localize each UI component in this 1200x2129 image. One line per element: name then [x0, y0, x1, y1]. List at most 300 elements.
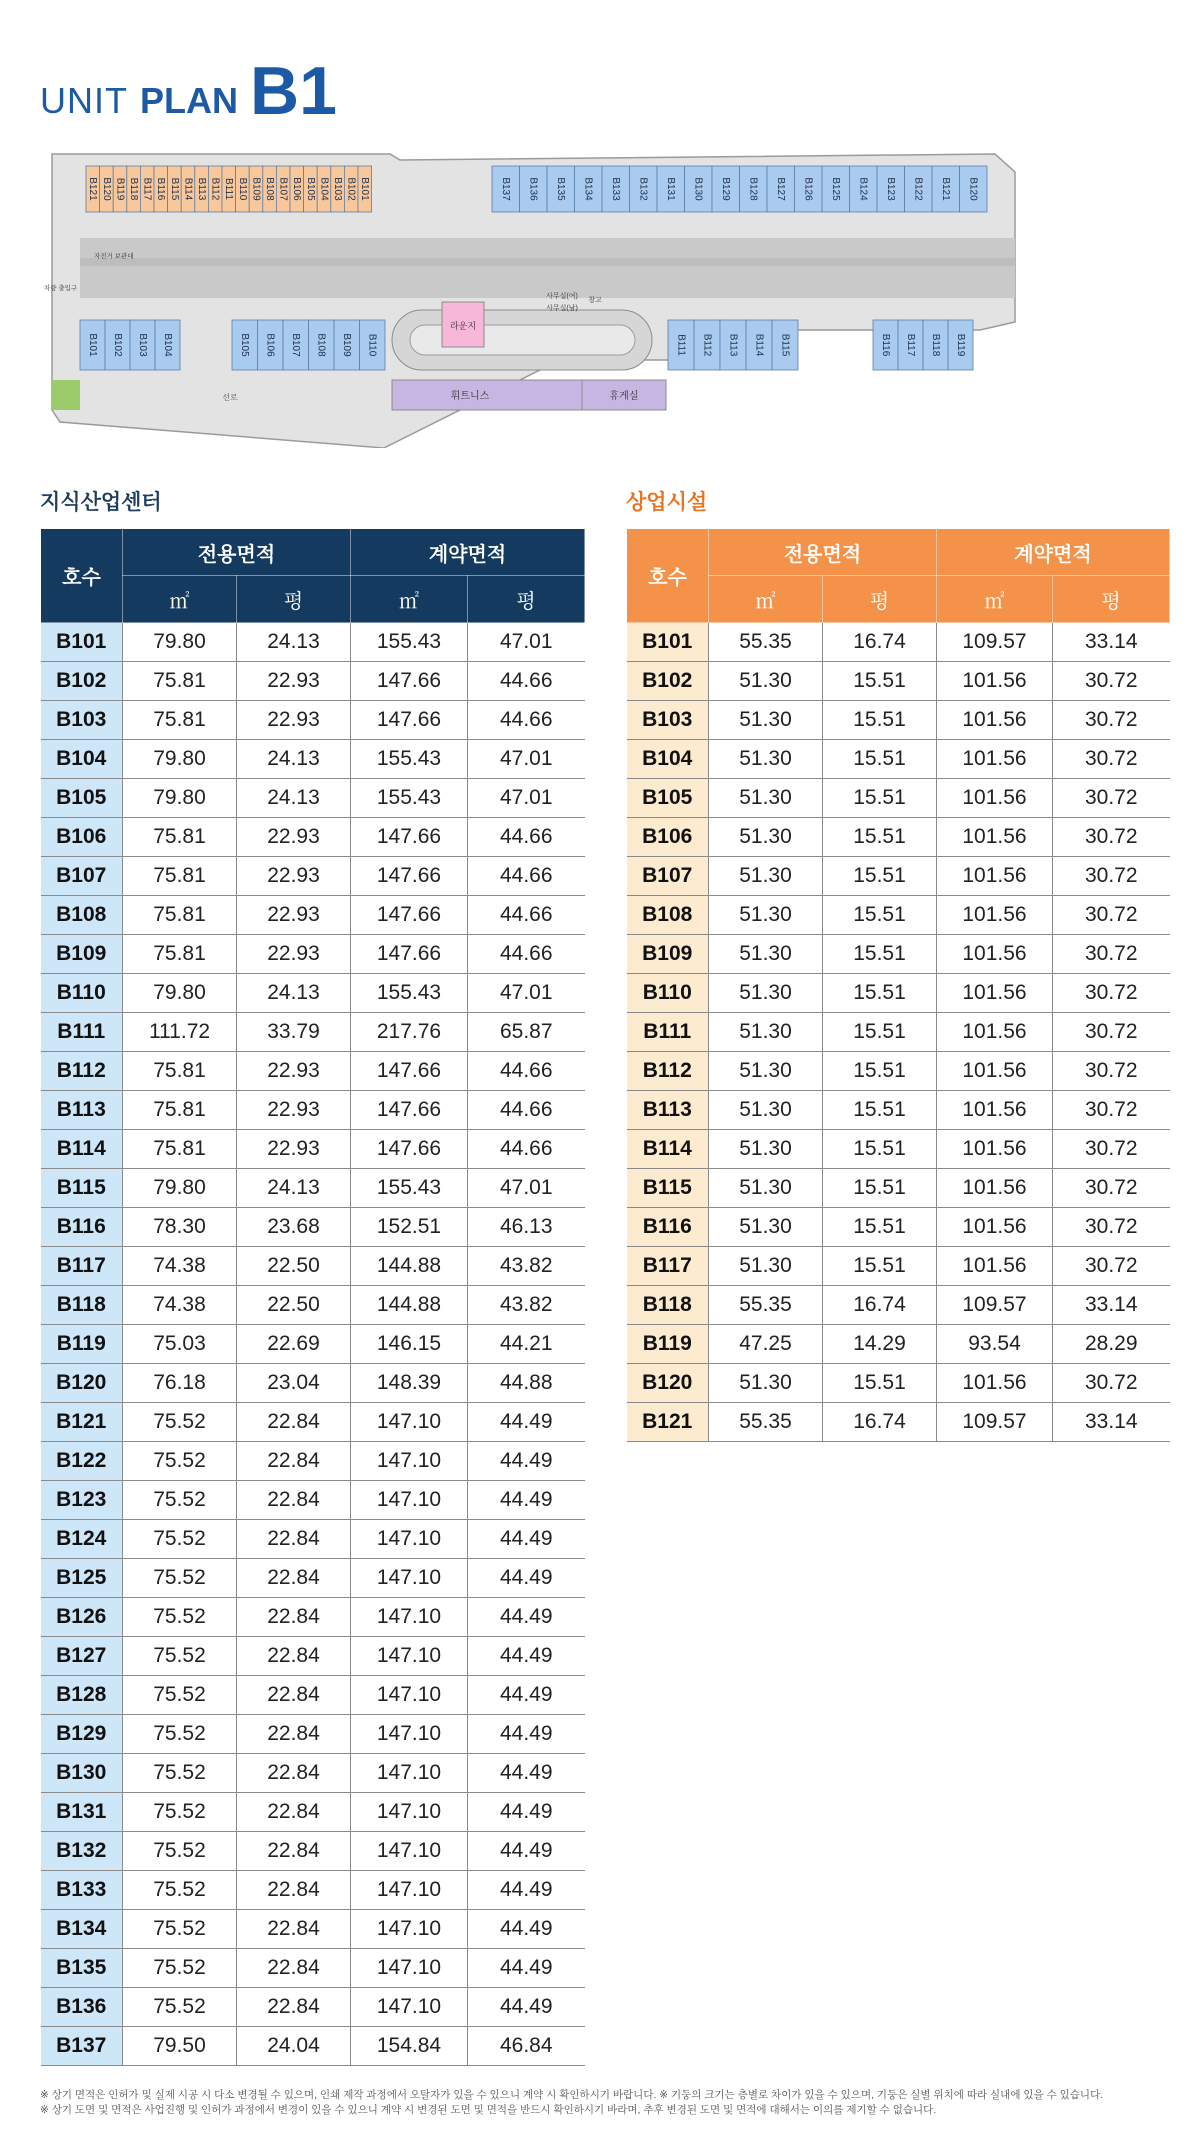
table-row	[627, 662, 1170, 701]
header-unit: 호수	[41, 529, 123, 623]
table-row	[41, 623, 585, 662]
table-row	[41, 1988, 585, 2027]
commercial-area-table	[626, 528, 1170, 1442]
area-value: 44.49	[468, 1988, 585, 2027]
area-value: 30.72	[1053, 857, 1170, 896]
area-value: 147.10	[351, 1988, 468, 2027]
plan-unit-label: B101	[359, 177, 371, 201]
right-section-title: 상업시설	[626, 491, 708, 514]
area-value: 44.49	[468, 1598, 585, 1637]
table-row	[41, 1247, 585, 1286]
unit-code: B112	[41, 1052, 123, 1091]
area-value: 44.49	[468, 1949, 585, 1988]
table-row	[41, 818, 585, 857]
area-value: 15.51	[823, 740, 937, 779]
area-value: 65.87	[468, 1013, 585, 1052]
plan-unit-label: B117	[904, 333, 916, 357]
unit-code: B114	[627, 1130, 709, 1169]
area-value: 75.52	[123, 1403, 237, 1442]
area-value: 79.80	[123, 740, 237, 779]
plan-unit-label: B118	[127, 177, 139, 201]
area-value: 51.30	[709, 1364, 823, 1403]
area-value: 147.66	[351, 896, 468, 935]
area-value: 15.51	[823, 974, 937, 1013]
table-row	[627, 1013, 1170, 1052]
area-value: 148.39	[351, 1364, 468, 1403]
plan-unit-label: B132	[637, 177, 649, 201]
title-plan: PLAN	[140, 80, 238, 121]
area-value: 22.84	[237, 1949, 351, 1988]
table-row	[41, 1715, 585, 1754]
area-value: 44.88	[468, 1364, 585, 1403]
unit-code: B103	[627, 701, 709, 740]
plan-unit-label: B113	[727, 333, 739, 357]
plan-unit-label: B127	[775, 177, 787, 201]
unit-code: B129	[41, 1715, 123, 1754]
area-value: 75.52	[123, 1715, 237, 1754]
unit-code: B118	[41, 1286, 123, 1325]
table-row	[627, 779, 1170, 818]
footnote: ※ 상기 면적은 인허가 및 실제 시공 시 다소 변경될 수 있으며, 인쇄 제작 과정에서 오탈자가 있을 수 있으니 계약 시 확인하시기 바랍니다. ※ 기둥의 크기는 층별로 차이가 있을 수 있으며, 기둥은 실별 위치에 따라 실내에 있을 수 있습니다.	[40, 2089, 1104, 2101]
area-value: 76.18	[123, 1364, 237, 1403]
unit-code: B114	[41, 1130, 123, 1169]
area-value: 44.66	[468, 662, 585, 701]
area-value: 30.72	[1053, 1169, 1170, 1208]
plan-unit-label: B123	[885, 177, 897, 201]
footnote: ※ 상기 도면 및 면적은 사업진행 및 인허가 과정에서 변경이 있을 수 있으니 계약 시 변경된 도면 및 면적을 반드시 확인하시기 바라며, 추후 변경된 도면 및 면적에 대해서는 이의를 제기할 수 없습니다.	[40, 2104, 937, 2116]
table-row	[41, 1208, 585, 1247]
area-value: 22.50	[237, 1286, 351, 1325]
plan-unit-label: B119	[114, 177, 126, 201]
unit-code: B106	[41, 818, 123, 857]
plan-unit-label: B121	[87, 177, 99, 201]
unit-code: B121	[627, 1403, 709, 1442]
plan-unit-label: B115	[168, 177, 180, 201]
plan-unit-label: B107	[290, 333, 302, 357]
area-value: 147.10	[351, 1715, 468, 1754]
unit-code: B137	[41, 2027, 123, 2066]
plan-unit-label: B129	[720, 177, 732, 201]
area-value: 44.66	[468, 1130, 585, 1169]
area-value: 15.51	[823, 701, 937, 740]
unit-code: B115	[627, 1169, 709, 1208]
area-value: 152.51	[351, 1208, 468, 1247]
area-value: 147.10	[351, 1832, 468, 1871]
table-row	[41, 1130, 585, 1169]
table-row	[627, 1130, 1170, 1169]
unit-code: B127	[41, 1637, 123, 1676]
area-value: 22.84	[237, 1442, 351, 1481]
area-value: 44.49	[468, 1676, 585, 1715]
area-value: 22.84	[237, 1793, 351, 1832]
unit-code: B130	[41, 1754, 123, 1793]
area-value: 75.81	[123, 1091, 237, 1130]
plan-unit-label: B111	[675, 334, 687, 356]
area-value: 101.56	[937, 857, 1053, 896]
plan-unit-label: B134	[582, 177, 594, 201]
area-value: 15.51	[823, 1169, 937, 1208]
area-value: 44.49	[468, 1637, 585, 1676]
area-value: 101.56	[937, 1052, 1053, 1091]
area-value: 101.56	[937, 1247, 1053, 1286]
area-value: 33.14	[1053, 1286, 1170, 1325]
unit-code: B101	[627, 623, 709, 662]
plan-unit-label: B124	[857, 177, 869, 201]
area-value: 30.72	[1053, 701, 1170, 740]
area-value: 51.30	[709, 818, 823, 857]
table-row	[627, 1169, 1170, 1208]
area-value: 47.01	[468, 974, 585, 1013]
area-value: 44.66	[468, 1052, 585, 1091]
plan-unit-label: B109	[341, 333, 353, 357]
plan-unit-label: B102	[111, 333, 123, 357]
area-value: 75.52	[123, 1676, 237, 1715]
unit-code: B132	[41, 1832, 123, 1871]
table-row	[627, 1208, 1170, 1247]
plan-unit-label: B121	[940, 177, 952, 201]
area-value: 44.49	[468, 1715, 585, 1754]
area-value: 22.93	[237, 662, 351, 701]
area-value: 75.81	[123, 818, 237, 857]
area-value: 147.10	[351, 1637, 468, 1676]
area-value: 44.49	[468, 1559, 585, 1598]
plan-unit-label: B114	[182, 177, 194, 201]
header-pyeong: 평	[1053, 576, 1170, 623]
title-floor: B1	[250, 53, 337, 129]
area-value: 55.35	[709, 623, 823, 662]
area-value: 22.93	[237, 701, 351, 740]
area-value: 155.43	[351, 1169, 468, 1208]
area-value: 15.51	[823, 1091, 937, 1130]
area-value: 46.13	[468, 1208, 585, 1247]
driveway	[80, 238, 1015, 298]
unit-code: B104	[41, 740, 123, 779]
area-value: 43.82	[468, 1286, 585, 1325]
area-value: 22.84	[237, 1910, 351, 1949]
area-value: 30.72	[1053, 1013, 1170, 1052]
area-value: 30.72	[1053, 818, 1170, 857]
area-value: 44.66	[468, 701, 585, 740]
area-value: 144.88	[351, 1286, 468, 1325]
svg-text:사무실(여): 사무실(여)	[546, 293, 578, 300]
header-pyeong: 평	[823, 576, 937, 623]
area-value: 75.81	[123, 662, 237, 701]
table-row	[627, 1052, 1170, 1091]
area-value: 147.10	[351, 1403, 468, 1442]
area-value: 78.30	[123, 1208, 237, 1247]
area-value: 51.30	[709, 857, 823, 896]
area-value: 147.66	[351, 857, 468, 896]
unit-code: B107	[627, 857, 709, 896]
area-value: 22.93	[237, 1091, 351, 1130]
area-value: 44.66	[468, 896, 585, 935]
office-area-table	[40, 528, 585, 2066]
area-value: 22.84	[237, 1676, 351, 1715]
area-value: 22.84	[237, 1598, 351, 1637]
area-value: 15.51	[823, 818, 937, 857]
plan-unit-label: B137	[500, 177, 512, 201]
table-row	[41, 1520, 585, 1559]
area-value: 101.56	[937, 779, 1053, 818]
plan-unit-label: B115	[779, 333, 791, 357]
unit-code: B111	[627, 1013, 709, 1052]
area-value: 75.81	[123, 896, 237, 935]
area-value: 51.30	[709, 701, 823, 740]
area-value: 147.10	[351, 1676, 468, 1715]
area-value: 15.51	[823, 662, 937, 701]
area-value: 155.43	[351, 779, 468, 818]
table-row	[627, 623, 1170, 662]
plan-unit-label: B122	[912, 177, 924, 201]
plan-unit-label: B114	[753, 333, 765, 357]
area-value: 16.74	[823, 1286, 937, 1325]
area-value: 75.81	[123, 1130, 237, 1169]
area-value: 55.35	[709, 1403, 823, 1442]
area-value: 51.30	[709, 1130, 823, 1169]
table-row	[41, 1169, 585, 1208]
area-value: 15.51	[823, 1364, 937, 1403]
area-value: 147.10	[351, 1793, 468, 1832]
area-value: 30.72	[1053, 935, 1170, 974]
unit-code: B135	[41, 1949, 123, 1988]
area-value: 147.66	[351, 1130, 468, 1169]
area-value: 46.84	[468, 2027, 585, 2066]
table-row	[627, 857, 1170, 896]
unit-code: B104	[627, 740, 709, 779]
unit-code: B121	[41, 1403, 123, 1442]
area-value: 75.52	[123, 1520, 237, 1559]
area-value: 147.10	[351, 1481, 468, 1520]
plan-unit-label: B103	[136, 333, 148, 357]
area-value: 22.93	[237, 818, 351, 857]
area-value: 15.51	[823, 1208, 937, 1247]
area-value: 75.52	[123, 1871, 237, 1910]
area-value: 147.10	[351, 1871, 468, 1910]
area-value: 147.10	[351, 1949, 468, 1988]
table-row	[41, 1559, 585, 1598]
area-value: 44.49	[468, 1442, 585, 1481]
table-row	[627, 1286, 1170, 1325]
area-value: 22.84	[237, 1832, 351, 1871]
plan-unit-label: B113	[195, 177, 207, 201]
area-value: 15.51	[823, 857, 937, 896]
unit-code: B133	[41, 1871, 123, 1910]
unit-code: B128	[41, 1676, 123, 1715]
unit-code: B113	[627, 1091, 709, 1130]
area-value: 154.84	[351, 2027, 468, 2066]
left-section-title: 지식산업센터	[40, 491, 162, 514]
plan-unit-label: B112	[209, 177, 221, 201]
area-value: 44.66	[468, 935, 585, 974]
header-unit: 호수	[627, 529, 709, 623]
area-value: 155.43	[351, 740, 468, 779]
table-row	[627, 935, 1170, 974]
plan-unit-label: B110	[366, 333, 378, 357]
unit-code: B107	[41, 857, 123, 896]
area-value: 23.68	[237, 1208, 351, 1247]
title-unit: UNIT	[40, 80, 128, 121]
area-value: 51.30	[709, 1247, 823, 1286]
area-value: 101.56	[937, 896, 1053, 935]
area-value: 44.49	[468, 1520, 585, 1559]
table-row	[41, 1481, 585, 1520]
area-value: 47.01	[468, 740, 585, 779]
table-row	[41, 1091, 585, 1130]
area-value: 79.80	[123, 623, 237, 662]
fitness-label: 휘트니스	[450, 391, 490, 402]
area-value: 16.74	[823, 623, 937, 662]
header-contract: 계약면적	[937, 529, 1170, 576]
area-value: 155.43	[351, 974, 468, 1013]
plan-unit-label: B118	[929, 333, 941, 357]
area-value: 101.56	[937, 1364, 1053, 1403]
unit-code: B109	[41, 935, 123, 974]
area-value: 101.56	[937, 974, 1053, 1013]
area-value: 44.66	[468, 818, 585, 857]
area-value: 75.03	[123, 1325, 237, 1364]
area-value: 75.81	[123, 935, 237, 974]
rest-label: 휴게실	[609, 391, 639, 402]
plan-unit-label: B110	[236, 177, 248, 201]
area-value: 79.80	[123, 779, 237, 818]
area-value: 51.30	[709, 935, 823, 974]
table-row	[41, 1676, 585, 1715]
svg-text:차량 출입구: 차량 출입구	[44, 285, 78, 292]
area-value: 75.52	[123, 1598, 237, 1637]
area-value: 22.84	[237, 1871, 351, 1910]
area-value: 75.52	[123, 1442, 237, 1481]
area-value: 101.56	[937, 740, 1053, 779]
area-value: 51.30	[709, 740, 823, 779]
area-value: 75.52	[123, 1754, 237, 1793]
table-row	[41, 1403, 585, 1442]
area-value: 75.52	[123, 1949, 237, 1988]
unit-code: B110	[41, 974, 123, 1013]
plan-unit-label: B104	[318, 177, 330, 201]
area-value: 51.30	[709, 1013, 823, 1052]
table-row	[41, 740, 585, 779]
area-value: 147.10	[351, 1559, 468, 1598]
header-sqm: ㎡	[937, 576, 1053, 623]
unit-code: B116	[41, 1208, 123, 1247]
area-value: 75.52	[123, 1559, 237, 1598]
plan-unit-label: B104	[161, 333, 173, 357]
plan-unit-label: B107	[277, 177, 289, 201]
table-row	[41, 857, 585, 896]
area-value: 22.84	[237, 1559, 351, 1598]
area-value: 22.93	[237, 896, 351, 935]
area-value: 75.81	[123, 1052, 237, 1091]
unit-code: B123	[41, 1481, 123, 1520]
area-value: 146.15	[351, 1325, 468, 1364]
table-row	[41, 1949, 585, 1988]
table-row	[41, 1754, 585, 1793]
area-value: 51.30	[709, 1091, 823, 1130]
area-value: 51.30	[709, 1169, 823, 1208]
area-value: 44.66	[468, 857, 585, 896]
plan-unit-label: B111	[223, 178, 235, 200]
area-value: 24.13	[237, 974, 351, 1013]
header-pyeong: 평	[468, 576, 585, 623]
area-value: 47.01	[468, 779, 585, 818]
area-value: 22.84	[237, 1481, 351, 1520]
table-row	[41, 1793, 585, 1832]
area-value: 101.56	[937, 1091, 1053, 1130]
unit-code: B120	[627, 1364, 709, 1403]
table-row	[41, 2027, 585, 2066]
area-value: 16.74	[823, 1403, 937, 1442]
area-value: 51.30	[709, 662, 823, 701]
floor-plan	[40, 150, 1020, 448]
area-value: 79.80	[123, 1169, 237, 1208]
plan-unit-label: B106	[291, 177, 303, 201]
area-value: 30.72	[1053, 1091, 1170, 1130]
area-value: 93.54	[937, 1325, 1053, 1364]
area-value: 22.84	[237, 1403, 351, 1442]
area-value: 147.10	[351, 1520, 468, 1559]
header-exclusive: 전용면적	[709, 529, 937, 576]
plan-unit-label: B103	[331, 177, 343, 201]
plan-unit-label: B108	[263, 177, 275, 201]
area-value: 44.49	[468, 1793, 585, 1832]
area-value: 30.72	[1053, 1247, 1170, 1286]
area-value: 74.38	[123, 1286, 237, 1325]
page-title	[40, 52, 337, 129]
area-value: 75.52	[123, 1988, 237, 2027]
plan-unit-label: B119	[954, 333, 966, 357]
plan-unit-label: B128	[747, 177, 759, 201]
unit-code: B126	[41, 1598, 123, 1637]
area-value: 30.72	[1053, 1364, 1170, 1403]
plan-unit-label: B112	[701, 333, 713, 357]
area-value: 111.72	[123, 1013, 237, 1052]
area-value: 51.30	[709, 974, 823, 1013]
header-sqm: ㎡	[351, 576, 468, 623]
area-value: 75.81	[123, 701, 237, 740]
area-value: 47.01	[468, 1169, 585, 1208]
header-sqm: ㎡	[123, 576, 237, 623]
area-value: 24.13	[237, 779, 351, 818]
area-value: 75.52	[123, 1481, 237, 1520]
area-value: 101.56	[937, 1013, 1053, 1052]
area-value: 22.93	[237, 1130, 351, 1169]
area-value: 30.72	[1053, 974, 1170, 1013]
floor-plan-drawing	[40, 150, 1020, 448]
unit-code: B110	[627, 974, 709, 1013]
footnotes	[40, 2088, 1170, 2118]
area-value: 30.72	[1053, 896, 1170, 935]
unit-code: B136	[41, 1988, 123, 2027]
area-value: 33.14	[1053, 1403, 1170, 1442]
area-value: 47.25	[709, 1325, 823, 1364]
area-value: 22.50	[237, 1247, 351, 1286]
area-value: 147.10	[351, 1754, 468, 1793]
unit-code: B105	[41, 779, 123, 818]
unit-code: B108	[41, 896, 123, 935]
table-row	[41, 1013, 585, 1052]
table-row	[41, 1325, 585, 1364]
area-value: 144.88	[351, 1247, 468, 1286]
unit-code: B109	[627, 935, 709, 974]
area-value: 75.52	[123, 1793, 237, 1832]
area-value: 22.93	[237, 1052, 351, 1091]
area-value: 79.50	[123, 2027, 237, 2066]
svg-text:사무실(남): 사무실(남)	[546, 305, 578, 312]
table-row	[627, 1403, 1170, 1442]
unit-code: B111	[41, 1013, 123, 1052]
table-row	[41, 1364, 585, 1403]
svg-text:자전거 보관대: 자전거 보관대	[94, 253, 134, 260]
